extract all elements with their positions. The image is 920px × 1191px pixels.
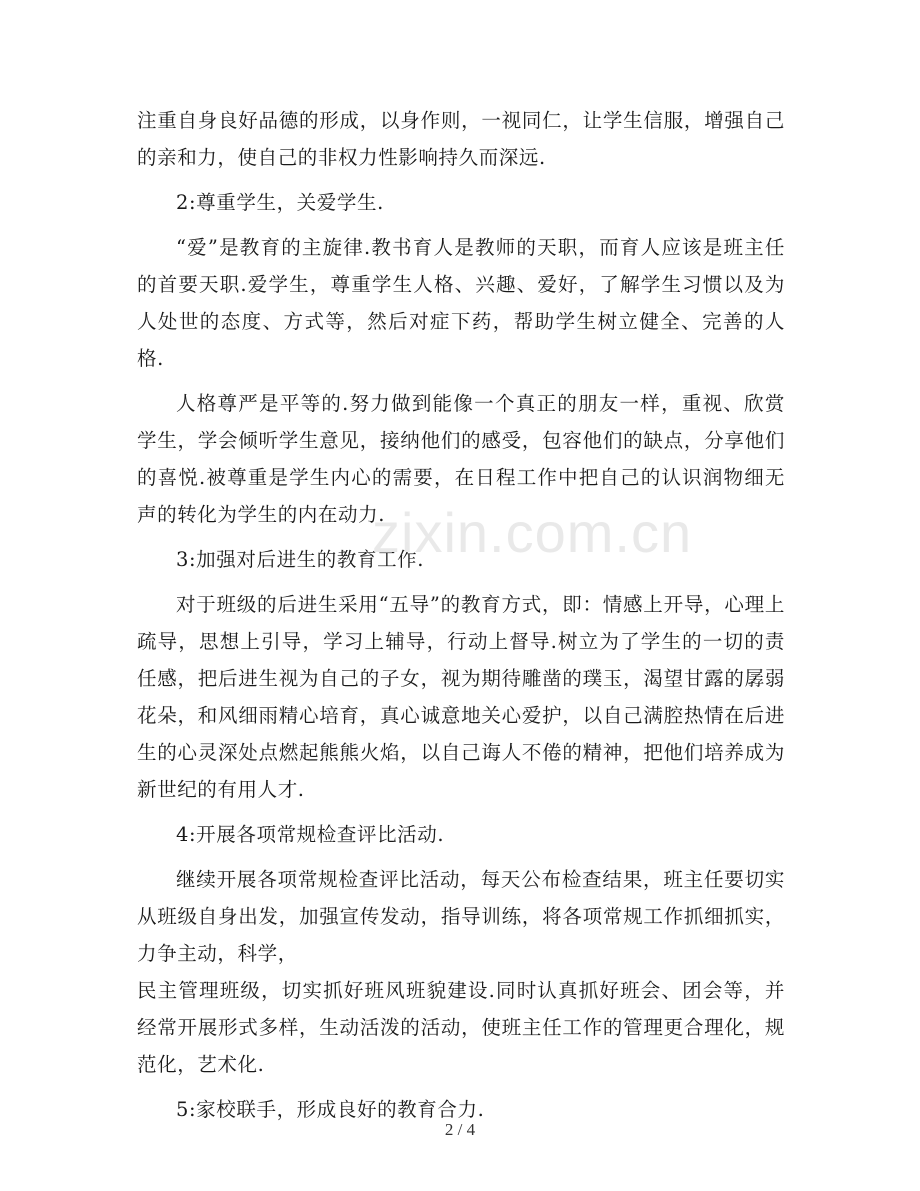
paragraph-love: “爱”是教育的主旋律.教书育人是教师的天职，而育人应该是班主任的首要天职.爱学生，尊重学生人格、兴趣、爱好，了解学生习惯以及为人处世的态度、方式等，然后对症下药，帮助学生树立健全、完善的人格.: [137, 236, 785, 370]
section-heading-2: 2:尊重学生，关爱学生.: [176, 191, 384, 214]
watermark-text: zixin.com.cn: [372, 501, 693, 564]
section-heading-3: 3:加强对后进生的教育工作.: [176, 548, 425, 571]
section-heading-5: 5:家校联手，形成良好的教育合力.: [176, 1098, 485, 1121]
paragraph-management: 民主管理班级，切实抓好班风班貌建设.同时认真抓好班会、团会等，并经常开展形式多样，生动活泼的活动，使班主任工作的管理更合理化，规范化，艺术化.: [137, 979, 785, 1076]
section-heading-4: 4:开展各项常规检查评比活动.: [176, 823, 445, 846]
paragraph-dignity: 人格尊严是平等的.努力做到能像一个真正的朋友一样，重视、欣赏学生，学会倾听学生意见，接纳他们的感受，包容他们的缺点，分享他们的喜悦.被尊重是学生内心的需要，在日程工作中把自己的认识润物细无声的转化为学生的内在动力.: [137, 392, 785, 526]
paragraph-inspection: 继续开展各项常规检查评比活动，每天公布检查结果，班主任要切实从班级自身出发，加强宣传发动，指导训练，将各项常规工作抓细抓实，力争主动，科学，: [137, 868, 785, 965]
paragraph-five-guides: 对于班级的后进生采用“五导”的教育方式，即：情感上开导，心理上疏导，思想上引导，学习上辅导，行动上督导.树立为了学生的一切的责任感，把后进生视为自己的子女，视为期待雕凿的璞玉，渴望甘露的孱弱花朵，和风细雨精心培育，真心诚意地关心爱护，以自己满腔热情在后进生的心灵深处点燃起熊熊火焰，以自己诲人不倦的精神，把他们培养成为新世纪的有用人才.: [137, 593, 785, 801]
document-body: [137, 102, 785, 1136]
paragraph-1: 注重自身良好品德的形成，以身作则，一视同仁，让学生信服，增强自己的亲和力，使自己的非权力性影响持久而深远.: [137, 109, 785, 169]
page-number: 2 / 4: [444, 1120, 476, 1139]
